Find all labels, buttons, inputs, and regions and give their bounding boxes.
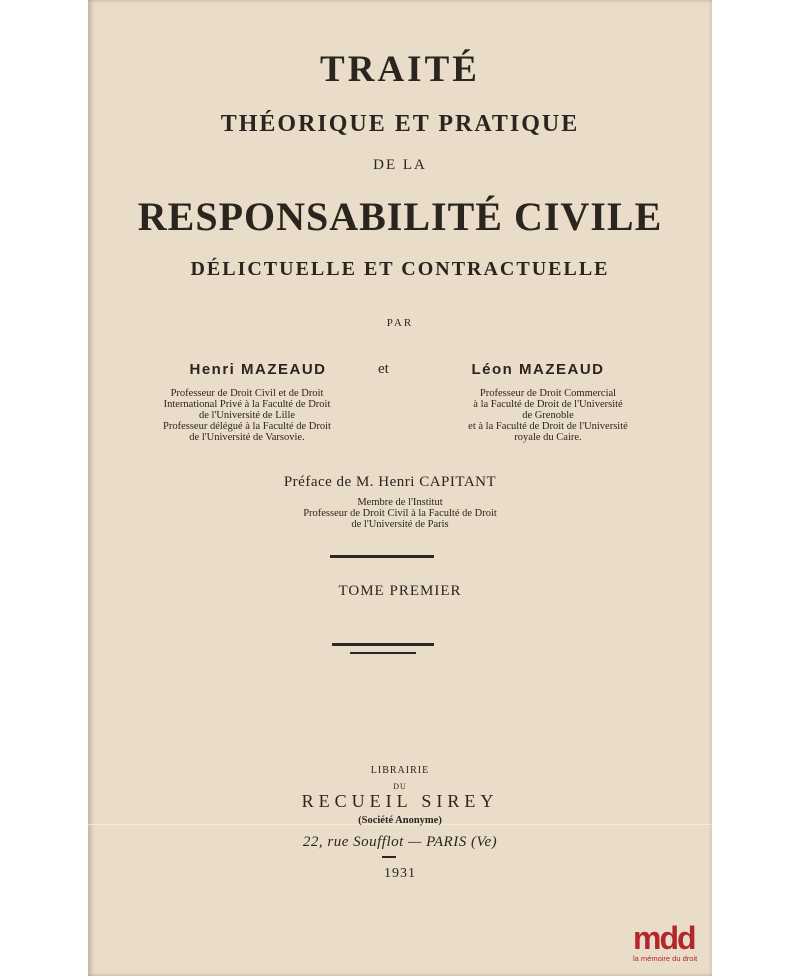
author-conjunction: et [378, 361, 389, 377]
mdd-logo-mark: mdd [633, 920, 695, 956]
divider-rule [330, 555, 434, 558]
author-leon: Léon MAZEAUD [471, 361, 605, 378]
title-main: RESPONSABILITÉ CIVILE [137, 194, 663, 239]
publisher-type: (Société Anonyme) [358, 815, 442, 826]
short-dash [382, 856, 396, 858]
title-subtitle: THÉORIQUE ET PRATIQUE [220, 111, 580, 137]
mdd-logo [633, 922, 713, 972]
publication-year: 1931 [384, 866, 416, 881]
title-traite: TRAITÉ [320, 49, 480, 90]
author-henri: Henri MAZEAUD [189, 361, 327, 378]
by-label: PAR [386, 317, 414, 329]
author-henri-bio: Professeur de Droit Civil et de Droit International Privé à la Faculté de Droit de l'Université de Lille Professeur délégué à la Faculté de Droit de l'Université de Varsovie. [163, 388, 331, 443]
publisher-du: DU [393, 782, 407, 791]
author-leon-bio: Professeur de Droit Commercial à la Faculté de Droit de l'Université de Grenoble et à la Faculté de Droit de l'Université royale du Caire. [468, 388, 628, 443]
publisher-address: 22, rue Soufflot — PARIS (Ve) [302, 834, 498, 850]
preface-credentials: Membre de l'Institut Professeur de Droit Civil à la Faculté de Droit de l'Université de Paris [303, 497, 497, 530]
preface-title: Préface de M. Henri CAPITANT [283, 474, 497, 490]
publisher-name: RECUEIL SIREY [301, 791, 499, 811]
title-qualifier: DÉLICTUELLE ET CONTRACTUELLE [190, 258, 610, 280]
title-page [88, 0, 712, 976]
mdd-logo-tagline: la mémoire du droit [633, 954, 698, 963]
publisher-librairie: LIBRAIRIE [370, 765, 430, 776]
title-de-la: DE LA [373, 157, 427, 173]
volume-label: TOME PREMIER [338, 583, 462, 599]
double-rule-top [332, 643, 434, 646]
double-rule-bottom [350, 652, 416, 654]
